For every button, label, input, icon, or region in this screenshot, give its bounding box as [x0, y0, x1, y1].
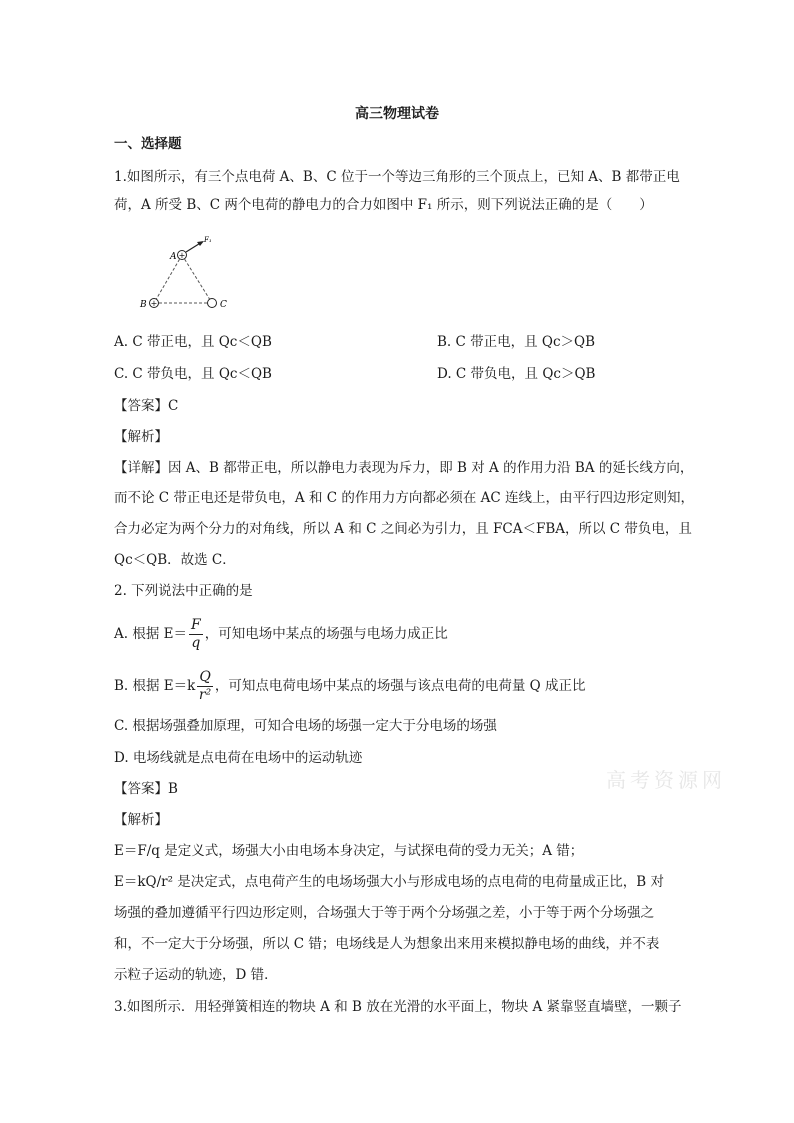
triangle-charges-figure: [130, 232, 250, 318]
q2-option-a-prefix: A. 根据 E＝: [114, 626, 187, 642]
charge-b-plus-sign: +: [150, 299, 158, 308]
q2-analysis-line1: E＝F/q 是定义式，场强大小由电场本身决定，与试探电荷的受力无关；A 错；: [114, 843, 584, 859]
label-a: A: [170, 252, 177, 262]
triangle-edge-ab: [154, 255, 182, 303]
q1-detail-line3: 合力必定为两个分力的对角线，所以 A 和 C 之间必为引力，且 FCA＜FBA，所以 C 带负电，且: [114, 521, 692, 537]
q2-analysis-line4: 和，不一定大于分场强，所以 C 错；电场线是人为想象出来用来模拟静电场的曲线，并不表: [114, 936, 660, 952]
fraction-numerator: F: [190, 617, 201, 633]
q1-detail-line4: Qc＜QB．故选 C．: [114, 552, 236, 568]
fraction-numerator: Q: [199, 669, 211, 685]
q2-option-d: D. 电场线就是点电荷在电场中的运动轨迹: [114, 750, 363, 766]
fraction-denominator: q: [191, 635, 201, 651]
q2-analysis-line5: 示粒子运动的轨迹，D 错．: [114, 967, 278, 983]
q2-option-a: [114, 616, 448, 654]
q1-analysis-title: 【解析】: [114, 429, 168, 445]
q1-detail-line1: 【详解】因 A、B 都带正电，所以静电力表现为斥力，即 B 对 A 的作用力沿 BA 的延长线方向，: [114, 460, 694, 476]
q1-answer: 【答案】C: [114, 398, 179, 414]
q1-option-b: B. C 带正电，且 Qc＞QB: [437, 334, 596, 350]
q2-option-b: [114, 668, 585, 706]
q1-option-d: D. C 带负电，且 Qc＞QB: [437, 366, 596, 382]
q2-option-a-suffix: ，可知电场中某点的场强与电场力成正比: [204, 626, 448, 642]
force-arrow-head: [197, 241, 204, 246]
q2-analysis-line3: 场强的叠加遵循平行四边形定则，合场强大于等于两个分场强之差，小于等于两个分场强之: [114, 905, 654, 921]
label-c: C: [220, 300, 227, 310]
q1-option-a: A. C 带正电，且 Qc＜QB: [114, 334, 272, 350]
charge-c-icon: [208, 299, 217, 308]
q2-option-b-prefix: B. 根据 E＝k: [114, 678, 196, 694]
q2-analysis-title: 【解析】: [114, 812, 168, 828]
q1-stem-line2: 荷，A 所受 B、C 两个电荷的静电力的合力如图中 F₁ 所示，则下列说法正确的是（ ）: [114, 197, 653, 213]
fraction-q-over-r2: [197, 669, 212, 704]
q2-answer: 【答案】B: [114, 781, 178, 797]
page-title: 高三物理试卷: [355, 106, 439, 122]
label-force: F₁: [204, 236, 212, 244]
fraction-denominator: r²: [198, 687, 212, 703]
q2-option-b-suffix: ，可知点电荷电场中某点的场强与该点电荷的电荷量 Q 成正比: [214, 678, 586, 694]
charge-a-plus-sign: +: [178, 251, 186, 260]
section-heading: 一、选择题: [114, 136, 182, 152]
fraction-f-over-q: [189, 617, 203, 652]
q2-analysis-line2: E＝kQ/r² 是决定式，点电荷产生的电场场强大小与形成电场的点电荷的电荷量成正比，B 对: [114, 874, 665, 890]
q1-stem-line1: 1.如图所示，有三个点电荷 A、B、C 位于一个等边三角形的三个顶点上，已知 A、B 都带正电: [114, 169, 680, 185]
q2-option-c: C. 根据场强叠加原理，可知合电场的场强一定大于分电场的场强: [114, 718, 497, 734]
q1-option-c: C. C 带负电，且 Qc＜QB: [114, 366, 272, 382]
q2-stem: 2. 下列说法中正确的是: [114, 583, 253, 599]
triangle-edge-ac: [182, 255, 212, 303]
label-b: B: [140, 300, 147, 310]
q3-stem-line1: 3.如图所示．用轻弹簧相连的物块 A 和 B 放在光滑的水平面上，物块 A 紧靠竖直墙壁，一颗子: [114, 999, 682, 1015]
watermark: 高考资源网: [606, 768, 726, 792]
q1-detail-line2: 而不论 C 带正电还是带负电，A 和 C 的作用力方向都必须在 AC 连线上，由平行四边形定则知，: [114, 490, 695, 506]
